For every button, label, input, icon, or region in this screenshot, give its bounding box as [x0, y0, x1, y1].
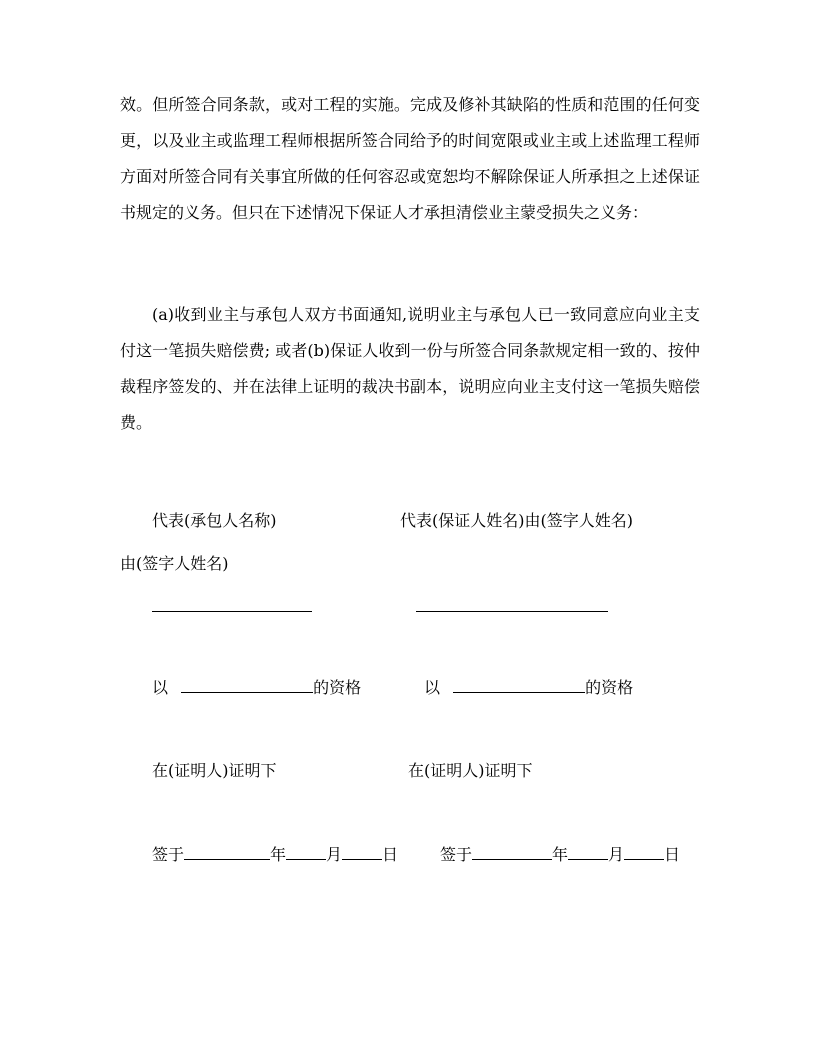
left-year-label: 年	[270, 845, 287, 864]
left-signed-at-label: 签于	[152, 845, 185, 864]
right-signed-at-label: 签于	[440, 845, 473, 864]
right-year-blank	[472, 843, 552, 860]
right-day-blank	[624, 843, 664, 860]
right-month-blank	[568, 843, 608, 860]
right-witness-label: 在(证明人)证明下	[408, 761, 533, 780]
left-day-label: 日	[382, 845, 399, 864]
right-representative-label: 代表(保证人姓名)由(签字人姓名)	[400, 511, 633, 530]
left-witness-label: 在(证明人)证明下	[152, 761, 277, 780]
left-signed-date-line	[152, 843, 398, 867]
left-representative-label: 代表(承包人名称)	[152, 511, 277, 530]
left-capacity-prefix: 以	[152, 678, 169, 697]
right-day-label: 日	[664, 845, 681, 864]
left-signature-line	[152, 611, 312, 612]
right-year-label: 年	[552, 845, 569, 864]
right-month-label: 月	[608, 845, 625, 864]
left-capacity-blank	[181, 676, 313, 693]
body-paragraph-1: 效。但所签合同条款，或对工程的实施。完成及修补其缺陷的性质和范围的任何变更，以及业主或监理工程师根据所签合同给予的时间宽限或业主或上述监理工程师方面对所签合同有关事宜所做的任何容忍或宽恕均不解除保证人所承担之上述保证书规定的义务。但只在下述情况下保证人才承担清偿业主蒙受损失之义务：	[120, 95, 700, 222]
right-signed-date-line	[440, 843, 680, 867]
left-capacity-suffix: 的资格	[313, 678, 362, 697]
left-year-blank	[184, 843, 270, 860]
body-paragraph-2: (a)收到业主与承包人双方书面通知,说明业主与承包人已一致同意应向业主支付这一笔损失赔偿费; 或者(b)保证人收到一份与所签合同条款规定相一致的、按仲裁程序签发的、并在法律上证明的裁决书副本，说明应向业主支付这一笔损失赔偿费。	[120, 305, 700, 432]
left-signer-label: 由(签字人姓名)	[120, 554, 229, 573]
left-month-label: 月	[326, 845, 343, 864]
right-capacity-prefix: 以	[424, 678, 441, 697]
left-day-blank	[342, 843, 382, 860]
right-signature-line	[416, 611, 608, 612]
right-capacity-line	[424, 676, 633, 700]
right-capacity-blank	[453, 676, 585, 693]
left-month-blank	[286, 843, 326, 860]
right-capacity-suffix: 的资格	[585, 678, 634, 697]
left-capacity-line	[152, 676, 361, 700]
